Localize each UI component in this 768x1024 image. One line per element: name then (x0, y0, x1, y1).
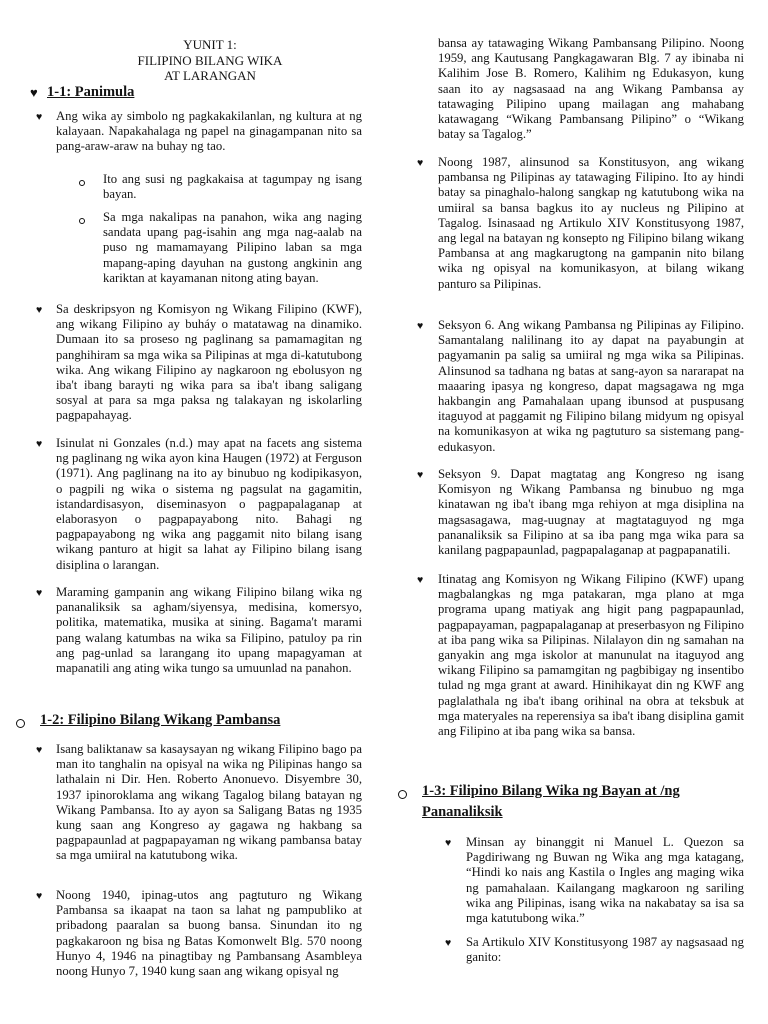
heart-icon: ♥ (36, 439, 43, 450)
section-1-3-title-line-1: 1-3: Filipino Bilang Wika ng Bayan at /ng (422, 783, 680, 799)
section-1-2-title: 1-2: Filipino Bilang Wikang Pambansa (40, 712, 281, 728)
heart-icon: ♥ (36, 891, 43, 902)
heart-icon: ♥ (445, 938, 452, 949)
heart-icon: ♥ (417, 470, 424, 481)
paragraph-1-1-c: ♥ Isinulat ni Gonzales (n.d.) may apat na facets ang sistema ng paglinang ng wika ayon kina Haugen (1972) at Ferguson (1971). Ang paglinang na ito ay binubuo ng kodipikasyon, o pagpili ng wika o sistema ng pagsulat na gagamitin, istandardisasyon, diseminasyon o pagpapalaganap at elaborasyon o pagpapayabong nito. Bahagi ng pagpapayabong ng wika ang paggamit nito bilang isang wikang panturo at higit sa lahat ay Filipino bilang isang disiplina o larangan. (36, 436, 362, 572)
heart-icon: ♥ (445, 838, 452, 849)
heart-icon: ♥ (30, 85, 38, 100)
heart-icon: ♥ (36, 112, 43, 123)
heart-icon: ♥ (417, 321, 424, 332)
paragraph-1-1-b: ♥ Sa deskripsyon ng Komisyon ng Wikang Filipino (KWF), ang wikang Filipino ay buháy o matatawag na dinamiko. Dumaan ito sa proseso ng paglinang sa pamamagitan ng panghihiram sa mga wika sa Pilipinas at mga di-katutubong wika. Ang wikang Filipino ay nagkaroon ng ebolusyon ng iba't ibang barayti ng wika para sa iba't ibang saligang sosyal at para sa mga paksa ng talakayan ng iskolarling pagpapahayag. (36, 302, 362, 423)
paragraph-r-c: ♥ Seksyon 9. Dapat magtatag ang Kongreso ng isang Komisyon ng Wikang Pambansa ng binubuo ng mga kinatawan ng iba't ibang mga rehiyon at mga disiplina na magsasagawa, mag-uugnay at magtataguyod ng mga pananaliksik sa Filipino at sa iba pang mga wika para sa kanilang pagpapaunlad, pagpapalaganap at pagpapanatili. (417, 467, 744, 558)
sub-item-1: Ito ang susi ng pagkakaisa at tagumpay ng isang bayan. (103, 172, 362, 202)
section-1-2-heading (16, 712, 280, 729)
title-line-3: AT LARANGAN (164, 68, 256, 83)
paragraph-r-d: ♥ Itinatag ang Komisyon ng Wikang Filipino (KWF) upang magbalangkas ng mga patakaran, mga plano at mga programa upang matiyak ang higit pang pagpapaunlad, pagpapayaman, pagpapalaganap at preserbasyon ng Filipino at iba pang wika sa Pilipinas. Nilalayon din ng samahan na ganyakin ang mga iskolor at manunulat na itaguyod ang wikang Filipino sa pamamgitan ng pagbibigay ng insentibo tulad ng mga grant at award. Hinihikayat din ng KWF ang paglalathala ng iba't ibang orihinal na obra at teksbuk at mga materyales na reperensiya sa iba't ibang disiplina gamit ang Filipino at iba pang wika sa bansa. (417, 572, 744, 739)
sub-item-2: Sa mga nakalipas na panahon, wika ang naging sandata upang pag-isahin ang mga nag-aalab na puso ng mamamayang Pilipino laban sa mga mapang-aping dayuhan na gustong angkinin ang kariktan at kayamanan nitong ating bayan. (103, 210, 362, 286)
heart-icon: ♥ (36, 588, 43, 599)
unit-title (28, 37, 392, 84)
paragraph-1-3-a: ♥ Minsan ay binanggit ni Manuel L. Quezon sa Pagdiriwang ng Buwan ng Wika ang mga katagang, “Hindi ko nais ang Kastila o Ingles ang maging wika ng pamahalaan. Kailangang magkaroon ng sariling wika ang Pilipinas, isang wika na nakabatay sa isa sa mga katutubong wika.” (445, 835, 744, 926)
section-1-3-heading (398, 783, 748, 821)
section-1-1-heading (30, 84, 134, 101)
heart-icon: ♥ (36, 745, 43, 756)
heart-icon: ♥ (417, 575, 424, 586)
paragraph-1-1-a: ♥ Ang wika ay simbolo ng pagkakakilanlan, ng kultura at ng kalayaan. Napakahalaga ng papel na ginagampanan nito sa pang-araw-araw na buhay ng tao. (36, 109, 362, 154)
paragraph-r-a: ♥ Noong 1987, alinsunod sa Konstitusyon, ang wikang pambansa ng Pilipinas ay tatawaging Filipino. Ito ay hindi batay sa pinaghalo-halong sangkap ng katutubong wika na umiiral sa bansa bagkus ito ay nucleus ng Pilipino at Tagalog. Isinasaad ng Artikulo XIV Konstitusyong 1987, ang legal na batayan ng konsepto ng Filipino bilang wikang Pambansa at ang magkarugtong na gampanin nito bilang wika ng opisyal na komunikasyon, at bilang wikang panturo sa Pilipinas. (417, 155, 744, 291)
title-line-1: YUNIT 1: (183, 37, 237, 52)
paragraph-1-2-a: ♥ Isang baliktanaw sa kasaysayan ng wikang Filipino bago pa man ito tanghalin na opisyal na wika ng Pilipinas hango sa lathalain ni Dir. Hen. Roberto Anonuevo. Disyembre 30, 1937 ipinoroklama ang wikang Tagalog bilang batayan ng Wikang Pambansa. Ito ay ayon sa Saligang Batas ng 1935 kung saan ang Kongreso ay gagawa ng hakbang sa pagpapaunlad at pagpapayaman ng wikang pambansa batay sa mga umiiral na katutubong wika. (36, 742, 362, 863)
heart-icon: ♥ (36, 305, 43, 316)
section-1-3-title-line-2: Pananaliksik (422, 804, 503, 820)
paragraph-1-3-b: ♥ Sa Artikulo XIV Konstitusyong 1987 ay nagsasaad ng ganito: (445, 935, 744, 965)
circle-icon (79, 176, 85, 191)
circle-icon (398, 786, 407, 803)
heart-icon: ♥ (417, 158, 424, 169)
paragraph-r-b: ♥ Seksyon 6. Ang wikang Pambansa ng Pilipinas ay Filipino. Samantalang nalilinang ito ay dapat na payabungin at pagyamanin pa salig sa umiiral ng mga wika sa Pilipinas. Alinsunod sa tadhana ng batas at sang-ayon sa nararapat na maaaring ipasya ng kongreso, dapat magsagawa ng mga hakbangin ang Pamahalaan upang ibunsod at puspusang itaguyod at paggamit ng Filipino bilang midyum ng opisyal na komunikasyon at wika ng pagtuturo sa sistemang pang-edukasyon. (417, 318, 744, 454)
paragraph-1-1-d: ♥ Maraming gampanin ang wikang Filipino bilang wika ng pananaliksik sa agham/siyensya, medisina, komersyo, politika, matematika, musika at sining. Bagama't marami pang walang katumbas na wika sa Filipino, patuloy pa rin ang pag-unlad sa larangang ito upang mapagyaman at mapanatili ang ating wika tungo sa umuunlad na panahon. (36, 585, 362, 676)
paragraph-1-2-b: ♥ Noong 1940, ipinag-utos ang pagtuturo ng Wikang Pambansa sa ikaapat na taon sa lahat ng pampubliko at pribadong paaralan sa buong bansa. Sinundan ito ng pagkakaroon ng bisa ng Batas Komonwelt Blg. 570 noong Hunyo 4, 1946 na pinagtibay ng Pambansang Asambleya noong Hunyo 7, 1940 kung saan ang wikang opisyal ng (36, 888, 362, 979)
circle-icon (79, 214, 85, 229)
circle-icon (16, 715, 25, 732)
section-1-1-title: 1-1: Panimula (47, 84, 135, 100)
paragraph-continuation: bansa ay tatawaging Wikang Pambansang Pilipino. Noong 1959, ang Kautusang Pangkagawaran Blg. 7 ay ibinaba ni Kalihim Jose B. Romero, Kalihim ng Edukasyon, kung saan ito ay nagsasaad na ang Wikang Pambansa ay tatawaging Pilipino upang mailagan ang mahabang katawagang “Wikang Pambansang Pilipino” o “Wikang batay sa Tagalog.” (438, 36, 744, 142)
title-line-2: FILIPINO BILANG WIKA (137, 52, 283, 68)
